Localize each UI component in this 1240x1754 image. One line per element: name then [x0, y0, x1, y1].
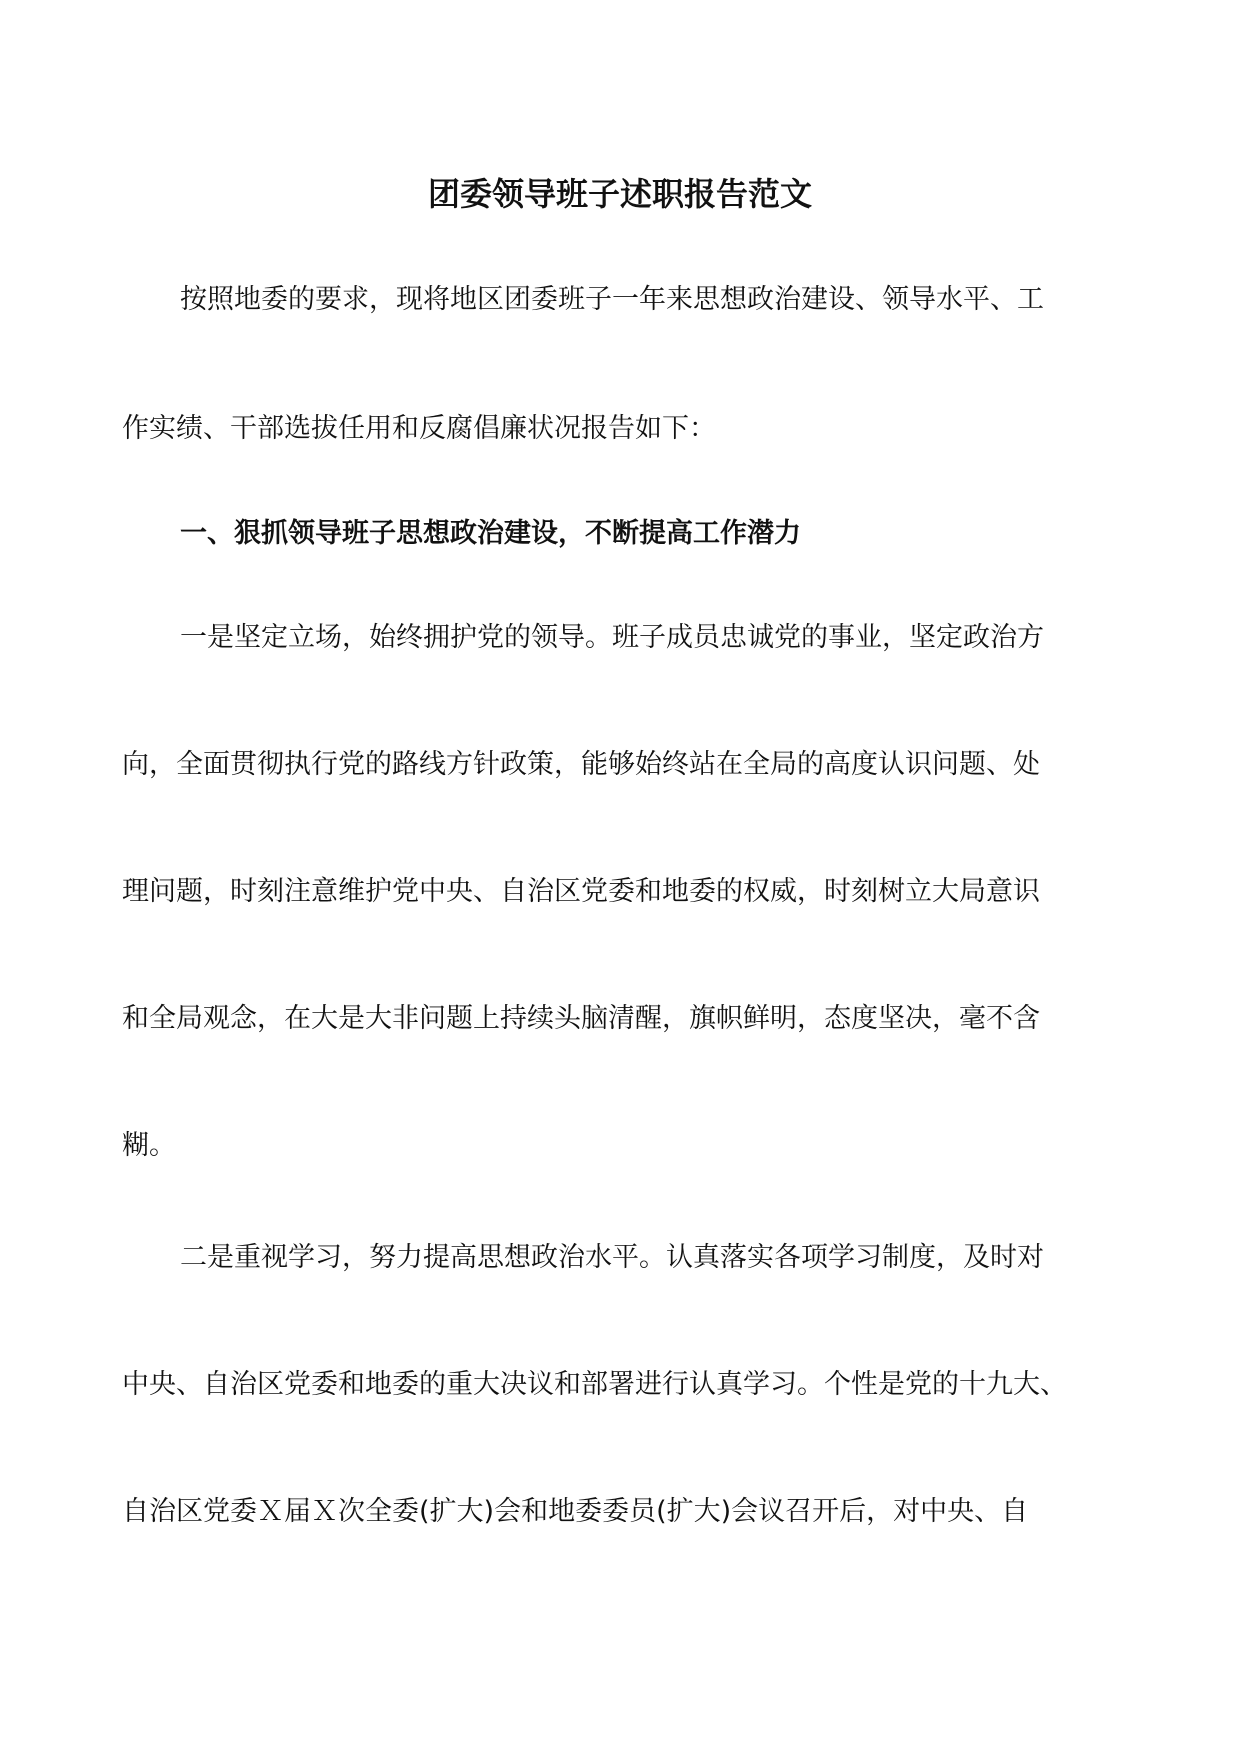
paragraph-line: 二是重视学习，努力提高思想政治水平。认真落实各项学习制度，及时对 — [180, 1242, 1044, 1273]
document-title: 团委领导班子述职报告范文 — [427, 175, 812, 213]
paragraph-line: 作实绩、干部选拔任用和反腐倡廉状况报告如下： — [122, 413, 716, 444]
paragraph-line: 自治区党委Ｘ届Ｘ次全委(扩大)会和地委委员(扩大)会议召开后，对中央、自 — [122, 1496, 1029, 1527]
paragraph-line: 向，全面贯彻执行党的路线方针政策，能够始终站在全局的高度认识问题、处 — [122, 749, 1040, 780]
paragraph-line: 一是坚定立场，始终拥护党的领导。班子成员忠诚党的事业，坚定政治方 — [180, 622, 1044, 653]
paragraph-line: 按照地委的要求，现将地区团委班子一年来思想政治建设、领导水平、工 — [180, 284, 1044, 315]
paragraph-line: 和全局观念，在大是大非问题上持续头脑清醒，旗帜鲜明，态度坚决，毫不含 — [122, 1003, 1040, 1034]
paragraph-line: 糊。 — [122, 1130, 176, 1161]
paragraph-line: 理问题，时刻注意维护党中央、自治区党委和地委的权威，时刻树立大局意识 — [122, 876, 1040, 907]
paragraph-line: 中央、自治区党委和地委的重大决议和部署进行认真学习。个性是党的十九大、 — [122, 1369, 1067, 1400]
section-heading: 一、狠抓领导班子思想政治建设，不断提高工作潜力 — [180, 518, 801, 549]
